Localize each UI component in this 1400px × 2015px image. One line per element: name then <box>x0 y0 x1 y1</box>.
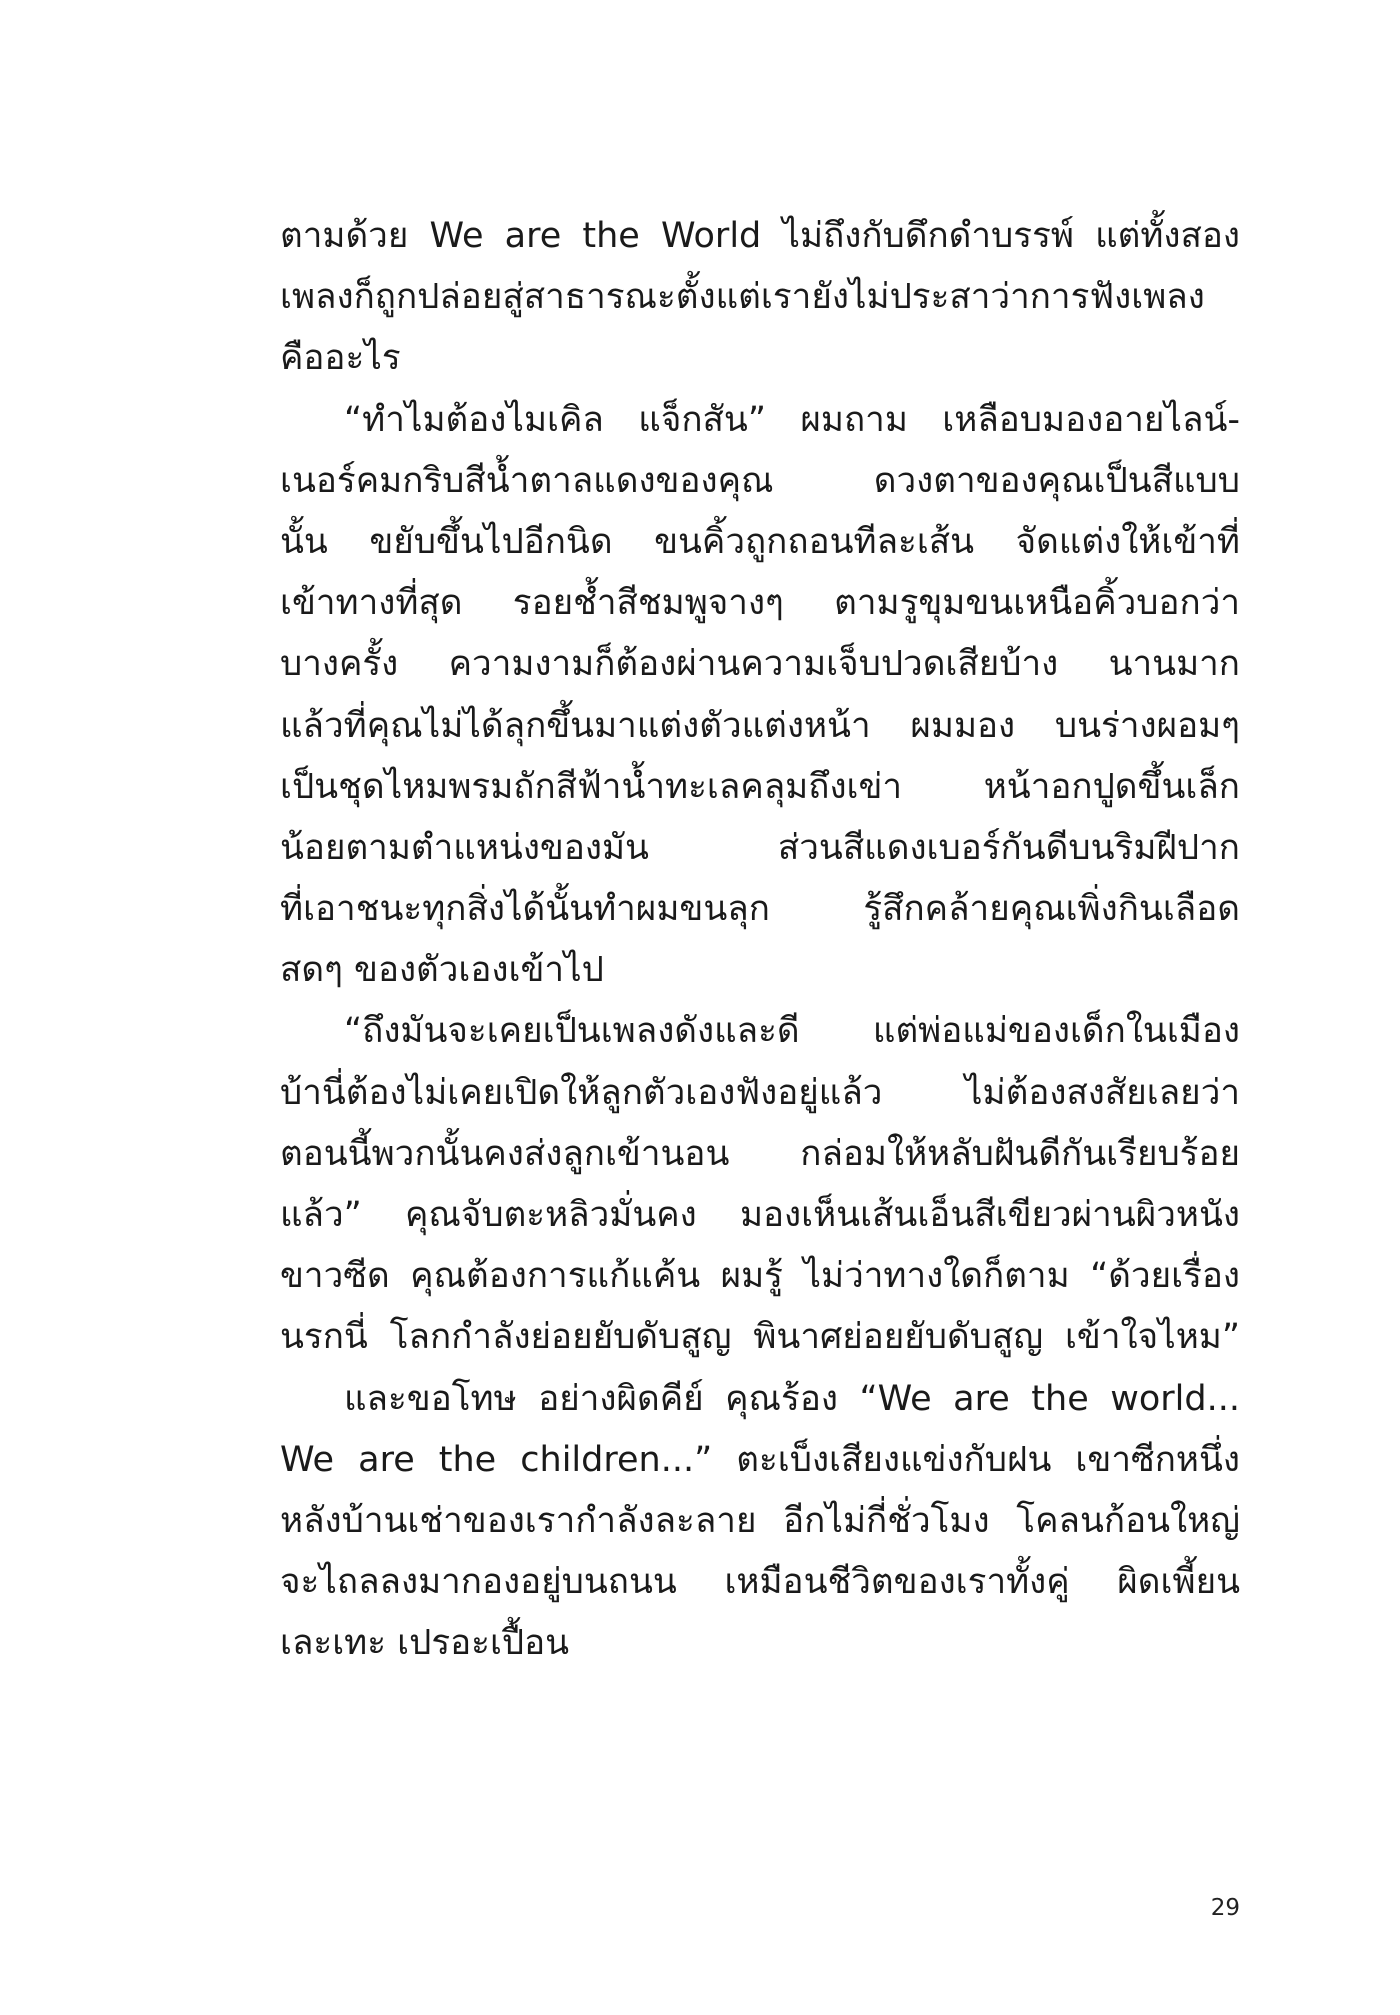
text-line: หลังบ้านเช่าของเรากำลังละลาย อีกไม่กี่ชั่วโมง โคลนก้อนใหญ่ <box>280 1500 1240 1541</box>
text-line: We are the children...” ตะเบ็งเสียงแข่งกับฝน เขาซีกหนึ่ง <box>280 1439 1240 1480</box>
text-line: เป็นชุดไหมพรมถักสีฟ้าน้ำทะเลคลุมถึงเข่า หน้าอกปูดขึ้นเล็ก <box>280 766 1240 807</box>
text-line: นั้น ขยับขึ้นไปอีกนิด ขนคิ้วถูกถอนทีละเส้น จัดแต่งให้เข้าที่ <box>280 521 1240 562</box>
text-line: เข้าทางที่สุด รอยช้ำสีชมพูจางๆ ตามรูขุมขนเหนือคิ้วบอกว่า <box>280 583 1240 624</box>
text-line: “ทำไมต้องไมเคิล แจ็กสัน” ผมถาม เหลือบมองอายไลน์- <box>344 399 1240 440</box>
page-number: 29 <box>1210 1895 1240 1921</box>
text-line: เพลงก็ถูกปล่อยสู่สาธารณะตั้งแต่เรายังไม่ประสาว่าการฟังเพลง <box>280 277 1205 318</box>
body-text <box>280 206 1240 1675</box>
text-line: แล้ว” คุณจับตะหลิวมั่นคง มองเห็นเส้นเอ็นสีเขียวผ่านผิวหนัง <box>280 1195 1240 1235</box>
text-line: คืออะไร <box>280 338 401 379</box>
text-line: น้อยตามตำแหน่งของมัน ส่วนสีแดงเบอร์กันดีบนริมฝีปาก <box>280 827 1240 868</box>
text-line: นรกนี่ โลกกำลังย่อยยับดับสูญ พินาศย่อยยับดับสูญ เข้าใจไหม” <box>280 1317 1240 1358</box>
text-line: ตามด้วย We are the World ไม่ถึงกับดึกดำบรรพ์ แต่ทั้งสอง <box>280 216 1240 256</box>
text-line: บางครั้ง ความงามก็ต้องผ่านความเจ็บปวดเสียบ้าง นานมาก <box>280 644 1240 685</box>
text-line: “ถึงมันจะเคยเป็นเพลงดังและดี แต่พ่อแม่ของเด็กในเมือง <box>344 1011 1240 1052</box>
text-line: สดๆ ของตัวเองเข้าไป <box>280 950 604 991</box>
text-line: ที่เอาชนะทุกสิ่งได้นั้นทำผมขนลุก รู้สึกคล้ายคุณเพิ่งกินเลือด <box>280 889 1240 930</box>
text-line: ขาวซีด คุณต้องการแก้แค้น ผมรู้ ไม่ว่าทางใดก็ตาม “ด้วยเรื่อง <box>280 1256 1240 1297</box>
text-line: จะไถลลงมากองอยู่บนถนน เหมือนชีวิตของเราทั้งคู่ ผิดเพี้ยน <box>280 1562 1240 1603</box>
text-line: เนอร์คมกริบสีน้ำตาลแดงของคุณ ดวงตาของคุณเป็นสีแบบ <box>280 460 1240 501</box>
text-line: แล้วที่คุณไม่ได้ลุกขึ้นมาแต่งตัวแต่งหน้า ผมมอง บนร่างผอมๆ <box>280 705 1240 746</box>
text-line: เละเทะ เปรอะเปื้อน <box>280 1623 570 1664</box>
text-line: บ้านี่ต้องไม่เคยเปิดให้ลูกตัวเองฟังอยู่แล้ว ไม่ต้องสงสัยเลยว่า <box>280 1072 1240 1113</box>
text-line: ตอนนี้พวกนั้นคงส่งลูกเข้านอน กล่อมให้หลับฝันดีกันเรียบร้อย <box>280 1133 1240 1174</box>
text-line: และขอโทษ อย่างผิดคีย์ คุณร้อง “We are the world... <box>344 1378 1240 1419</box>
